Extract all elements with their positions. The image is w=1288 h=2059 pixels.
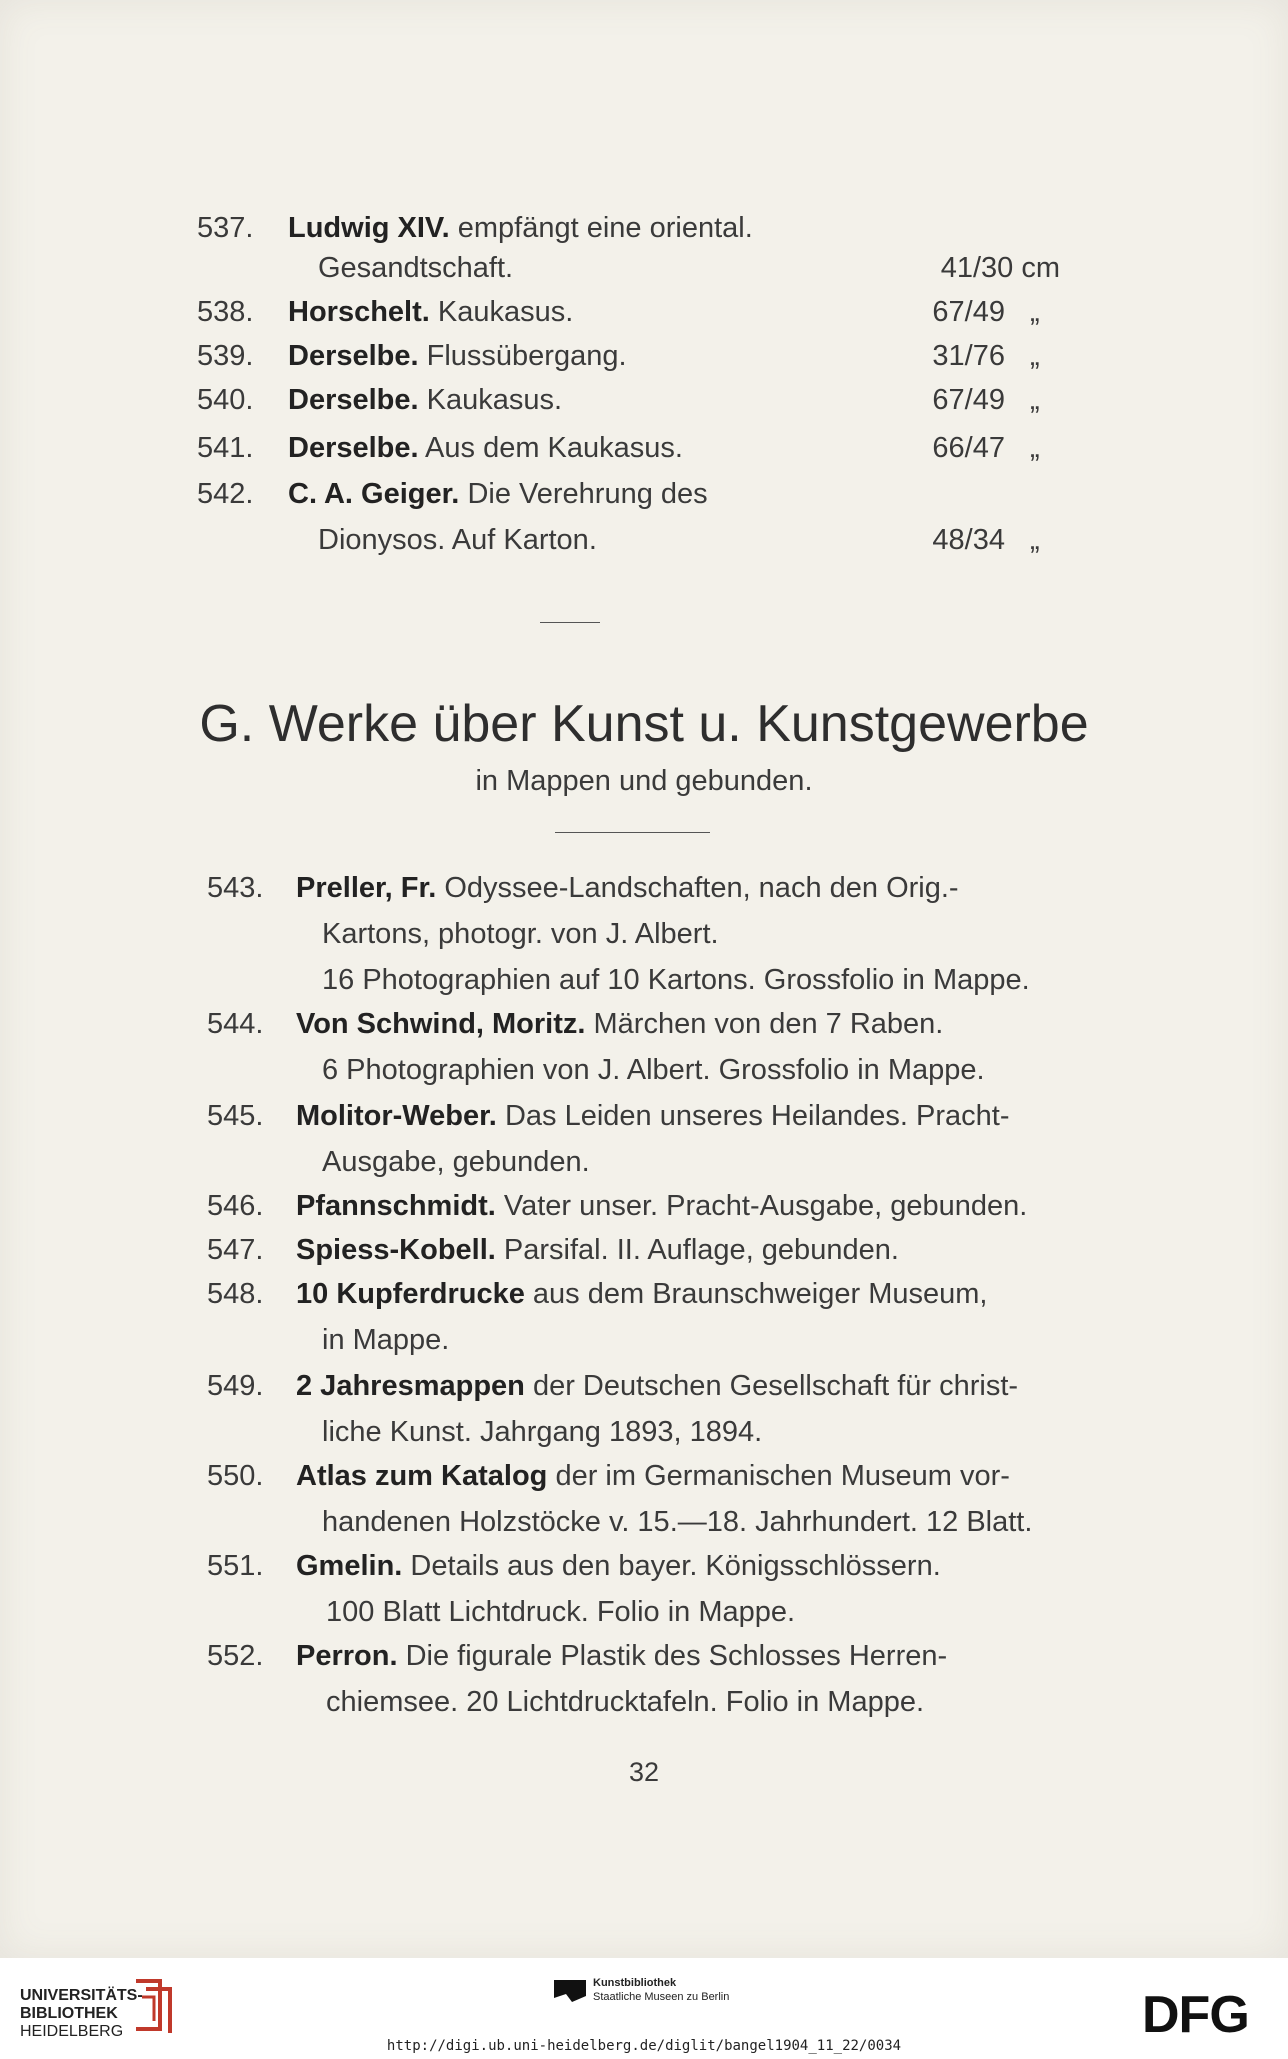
ditto-mark: „ <box>1030 384 1040 416</box>
entry-line: der im Germanischen Museum vor- <box>555 1460 1010 1492</box>
entry-number: 549. <box>207 1370 264 1402</box>
entry-text <box>296 1232 899 1268</box>
kb-subtitle: Staatliche Museen zu Berlin <box>593 1991 730 2003</box>
entry-author: Gmelin. <box>296 1550 403 1582</box>
kunstbibliothek-logo-icon <box>552 1978 588 2012</box>
entry-author: Atlas zum Katalog <box>296 1460 548 1492</box>
entry-line: Odyssee-Landschaften, nach den Orig.- <box>444 872 959 904</box>
entry-text <box>296 1638 947 1674</box>
entry-continuation: Dionysos. Auf Karton. <box>318 524 597 556</box>
entry-author: Ludwig XIV. <box>288 212 450 244</box>
entry-author: Von Schwind, Moritz. <box>296 1008 586 1040</box>
entry-text <box>288 382 562 418</box>
entry-text <box>296 1368 1018 1404</box>
entry-line: Das Leiden unseres Heilandes. Pracht- <box>504 1100 1010 1132</box>
entry-author: Pfannschmidt. <box>296 1190 496 1222</box>
entry-text <box>296 1188 1027 1224</box>
entry-size: 66/47 <box>932 432 1005 464</box>
entry-line: liche Kunst. Jahrgang 1893, 1894. <box>322 1416 763 1448</box>
entry-title: Die Verehrung des <box>467 478 708 510</box>
divider <box>540 622 600 623</box>
entry-title: empfängt eine oriental. <box>457 212 753 244</box>
entry-line: aus dem Braunschweiger Museum, <box>532 1278 988 1310</box>
entry-size: 48/34 <box>932 524 1005 556</box>
entry-line: Details aus den bayer. Königsschlössern. <box>410 1550 941 1582</box>
entry-author: Derselbe. <box>288 340 419 372</box>
entry-number: 539. <box>197 340 254 372</box>
entry-text <box>288 338 627 374</box>
kb-title: Kunstbibliothek <box>593 1977 677 1989</box>
ditto-mark: „ <box>1030 296 1040 328</box>
entry-number: 548. <box>207 1278 264 1310</box>
ditto-mark: „ <box>1030 432 1040 464</box>
entry-line: Kartons, photogr. von J. Albert. <box>322 918 719 950</box>
dfg-logo: DFG <box>1142 1986 1249 2044</box>
entry-author: 2 Jahresmappen <box>296 1370 525 1402</box>
entry-line: Die figurale Plastik des Schlosses Herren- <box>405 1640 948 1672</box>
entry-line: Vater unser. Pracht-Ausgabe, gebunden. <box>503 1190 1028 1222</box>
entry-line: chiemsee. 20 Lichtdrucktafeln. Folio in Mappe. <box>326 1686 925 1718</box>
entry-size: 67/49 <box>932 384 1005 416</box>
entry-number: 546. <box>207 1190 264 1222</box>
entry-line: Parsifal. II. Auflage, gebunden. <box>503 1234 899 1266</box>
kunstbibliothek-label <box>593 1976 729 2004</box>
page-number: 32 <box>628 1757 660 1787</box>
entry-author: Spiess-Kobell. <box>296 1234 496 1266</box>
entry-line: 16 Photographien auf 10 Kartons. Grossfolio in Mappe. <box>322 964 1030 996</box>
entry-text <box>288 294 573 330</box>
entry-author: Horschelt. <box>288 296 430 328</box>
section-title: G. Werke über Kunst u. Kunstgewerbe <box>199 695 1089 753</box>
entry-number: 551. <box>207 1550 264 1582</box>
entry-author: 10 Kupferdrucke <box>296 1278 525 1310</box>
library-line: BIBLIOTHEK <box>20 2005 118 2022</box>
ditto-mark: „ <box>1030 340 1040 372</box>
entry-author: Molitor-Weber. <box>296 1100 497 1132</box>
entry-size: 41/30 cm <box>940 252 1060 284</box>
entry-line: in Mappe. <box>322 1324 450 1356</box>
library-emblem-icon <box>130 1975 178 2035</box>
entry-size: 67/49 <box>932 296 1005 328</box>
library-line: HEIDELBERG <box>20 2023 124 2040</box>
entry-size: 31/76 <box>932 340 1005 372</box>
entry-number: 543. <box>207 872 264 904</box>
university-library-logo <box>20 1987 143 2041</box>
entry-text <box>296 1458 1010 1494</box>
entry-number: 540. <box>197 384 254 416</box>
entry-title: Flussübergang. <box>426 340 627 372</box>
entry-text <box>296 1548 941 1584</box>
entry-author: C. A. Geiger. <box>288 478 460 510</box>
entry-text <box>296 870 959 906</box>
entry-text <box>296 1006 943 1042</box>
entry-text <box>288 476 708 512</box>
divider <box>555 832 710 833</box>
entry-number: 545. <box>207 1100 264 1132</box>
source-url[interactable]: http://digi.ub.uni-heidelberg.de/diglit/bangel1904_11_22/0034 <box>386 2038 902 2054</box>
entry-continuation: Gesandtschaft. <box>318 252 514 284</box>
entry-text <box>296 1276 987 1312</box>
entry-number: 544. <box>207 1008 264 1040</box>
entry-author: Derselbe. <box>288 432 419 464</box>
section-subtitle: in Mappen und gebunden. <box>475 765 813 797</box>
entry-line: Märchen von den 7 Raben. <box>593 1008 944 1040</box>
entry-text <box>296 1098 1010 1134</box>
entry-title: Aus dem Kaukasus. <box>425 432 683 464</box>
entry-author: Preller, Fr. <box>296 872 437 904</box>
entry-number: 552. <box>207 1640 264 1672</box>
entry-line: Ausgabe, gebunden. <box>322 1146 590 1178</box>
entry-line: 100 Blatt Lichtdruck. Folio in Mappe. <box>326 1596 796 1628</box>
entry-number: 550. <box>207 1460 264 1492</box>
library-line: UNIVERSITÄTS- <box>20 1987 143 2004</box>
entry-number: 547. <box>207 1234 264 1266</box>
entry-title: Kaukasus. <box>437 296 574 328</box>
entry-number: 538. <box>197 296 254 328</box>
entry-number: 537. <box>197 212 254 244</box>
entry-text <box>288 430 683 466</box>
entry-author: Perron. <box>296 1640 398 1672</box>
entry-number: 542. <box>197 478 254 510</box>
entry-title: Kaukasus. <box>426 384 563 416</box>
entry-text <box>288 210 753 246</box>
entry-author: Derselbe. <box>288 384 419 416</box>
entry-line: 6 Photographien von J. Albert. Grossfolio in Mappe. <box>322 1054 985 1086</box>
entry-number: 541. <box>197 432 254 464</box>
entry-line: der Deutschen Gesellschaft für christ- <box>532 1370 1019 1402</box>
ditto-mark: „ <box>1030 524 1040 556</box>
entry-line: handenen Holzstöcke v. 15.—18. Jahrhundert. 12 Blatt. <box>322 1506 1033 1538</box>
